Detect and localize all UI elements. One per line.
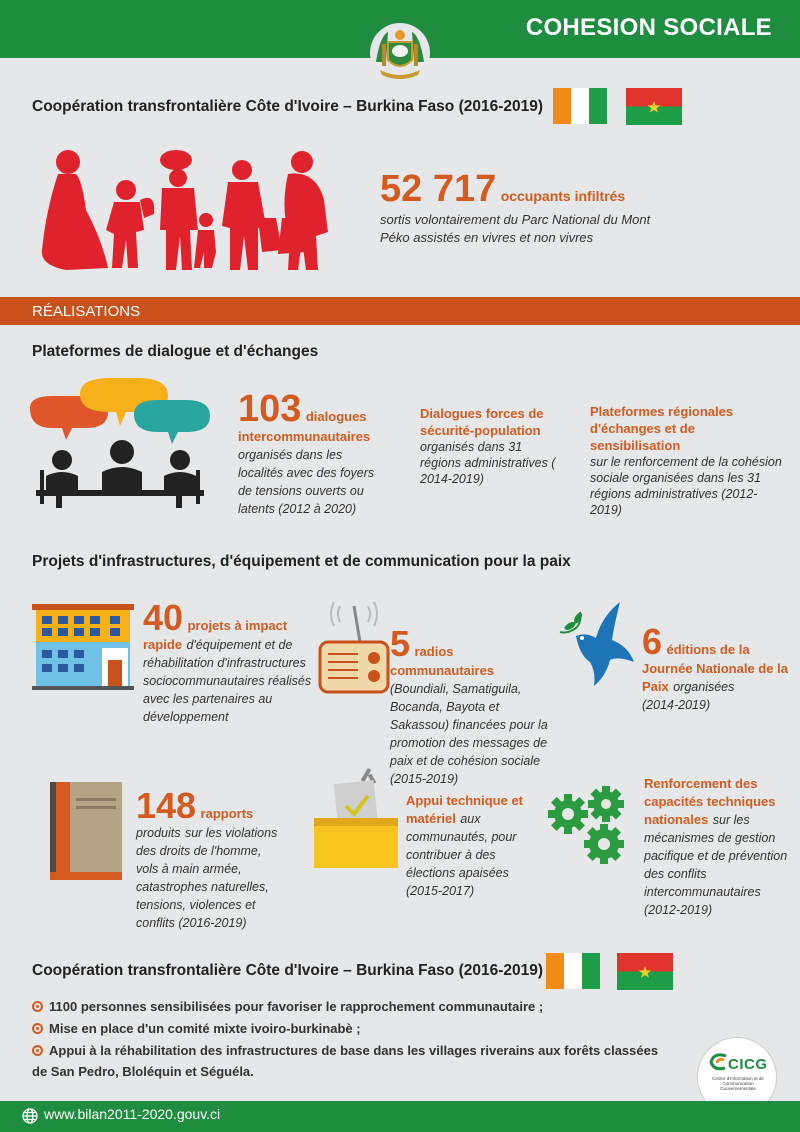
dialogues-number: 103	[238, 388, 302, 430]
renforcement-desc-a: sur les	[712, 813, 750, 827]
realisations-band	[0, 297, 800, 325]
ivory-coast-flag-icon	[546, 953, 600, 989]
rapports-number: 148	[136, 785, 197, 826]
journee-paix-stat	[642, 621, 792, 714]
realisations-label: RÉALISATIONS	[32, 303, 141, 320]
plateformes-title: Plateformes de dialogue et d'échanges	[32, 343, 319, 360]
forces-securite-stat	[420, 405, 565, 487]
journee-desc-a: organisées	[673, 680, 735, 694]
radios-desc: (Boundiali, Samatiguila, Bocanda, Bayota et Sakassou) financées pour la promotion des messages de paix et de cohésion sociale (2015-2019)	[390, 682, 548, 786]
appui-stat	[406, 792, 536, 900]
burkina-faso-flag-icon	[617, 953, 673, 990]
occupants-number: 52 717	[380, 168, 497, 210]
journee-number: 6	[642, 621, 663, 662]
journee-label-b: Journée Nationale de la Paix	[642, 661, 788, 694]
projets-impact-label-b: rapide	[143, 637, 183, 652]
building-icon	[32, 600, 136, 692]
list-item: Mise en place d'un comité mixte ivoiro-burkinabè ;	[32, 1021, 361, 1036]
website-link[interactable]: www.bilan2011-2020.gouv.ci	[44, 1106, 221, 1122]
appui-title: Appui technique et matériel	[406, 793, 523, 826]
globe-icon	[22, 1108, 38, 1124]
ballot-box-icon	[312, 766, 400, 870]
journee-desc-b: (2014-2019)	[642, 698, 711, 712]
dialogues-desc: organisés dans les localités avec des foyers de tensions ouverts ou latents (2012 à 2020)	[238, 448, 375, 516]
plateformes-regionales-stat	[590, 403, 786, 518]
occupants-label: occupants infiltrés	[500, 188, 626, 204]
projets-impact-label-a: projets à impact	[187, 618, 288, 633]
bullet-icon	[32, 1023, 43, 1034]
dialogues-stat	[238, 390, 390, 518]
renforcement-stat	[644, 775, 792, 919]
peace-dove-icon	[556, 596, 638, 688]
displaced-people-icon	[36, 140, 356, 280]
dialogues-label-a: dialogues	[305, 409, 367, 424]
ivory-coast-flag-icon	[553, 88, 607, 124]
burkina-faso-flag-icon	[626, 88, 682, 125]
plateformes-regionales-title: Plateformes régionales d'échanges et de sensibilisation	[590, 404, 734, 453]
dialogue-meeting-icon	[26, 372, 214, 512]
renforcement-title: Renforcement des capacités techniques nationales	[644, 776, 776, 827]
gears-icon	[548, 786, 634, 868]
bullet-icon	[32, 1001, 43, 1012]
projets-title: Projets d'infrastructures, d'équipement et de communication pour la paix	[32, 553, 571, 570]
appui-desc-a: aux	[460, 812, 481, 826]
report-book-icon	[50, 782, 126, 882]
forces-securite-desc: organisés dans 31 régions administratives ( 2014-2019)	[420, 440, 556, 486]
occupants-desc: sortis volontairement du Parc National du Mont Péko assistés en vivres et non vivres	[380, 212, 651, 245]
rapports-stat	[136, 785, 286, 932]
projets-impact-desc-a: d'équipement et de	[186, 638, 293, 652]
radios-label: radios communautaires	[390, 644, 495, 678]
list-item: Appui à la réhabilitation des infrastructures de base dans les villages riverains aux forêts classées	[32, 1043, 658, 1058]
page-title: COHESION SOCIALE	[525, 14, 772, 41]
plateformes-regionales-desc: sur le renforcement de la cohésion sociale organisées dans les 31 régions administratives (2012-2019)	[590, 455, 782, 517]
radios-number: 5	[390, 623, 411, 664]
list-item-continuation: de San Pedro, Bloléquin et Séguéla.	[32, 1064, 254, 1079]
coat-of-arms-icon	[366, 22, 434, 84]
projets-impact-number: 40	[143, 597, 184, 638]
rapports-desc-a: produits	[136, 826, 181, 840]
cicg-swirl-icon	[708, 1052, 728, 1072]
cicg-text: CICG	[728, 1056, 768, 1073]
projets-impact-desc-b: réhabilitation d'infrastructures sociocommunautaires réalisés avec les partenaires au développement	[143, 656, 312, 724]
radio-icon	[318, 596, 390, 698]
journee-label-a: éditions de la	[666, 642, 750, 657]
bullet-icon	[32, 1045, 43, 1056]
forces-securite-title: Dialogues forces de sécurité-population	[420, 406, 544, 438]
dialogues-label-b: intercommunautaires	[238, 429, 371, 444]
coop-top-title: Coopération transfrontalière Côte d'Ivoire – Burkina Faso (2016-2019)	[32, 98, 544, 115]
rapports-desc-b: sur les violations des droits de l'homme, vols à main armée, catastrophes naturelles, tensions, violences et conflits (2016-2019)	[136, 826, 278, 930]
coop-bottom-title: Coopération transfrontalière Côte d'Ivoire – Burkina Faso (2016-2019)	[32, 962, 544, 979]
renforcement-desc-b: mécanismes de gestion pacifique et de prévention des conflits intercommunautaires (2012-2019)	[644, 831, 788, 917]
list-item: 1100 personnes sensibilisées pour favoriser le rapprochement communautaire ;	[32, 999, 543, 1014]
appui-desc-b: communautés, pour contribuer à des élections apaisées (2015-2017)	[406, 830, 517, 898]
rapports-label: rapports	[200, 806, 254, 821]
cicg-subtitle: Centre d'Information et de Communication Gouvernementale	[712, 1076, 764, 1091]
projets-impact-stat	[143, 597, 313, 726]
radios-stat	[390, 623, 550, 788]
